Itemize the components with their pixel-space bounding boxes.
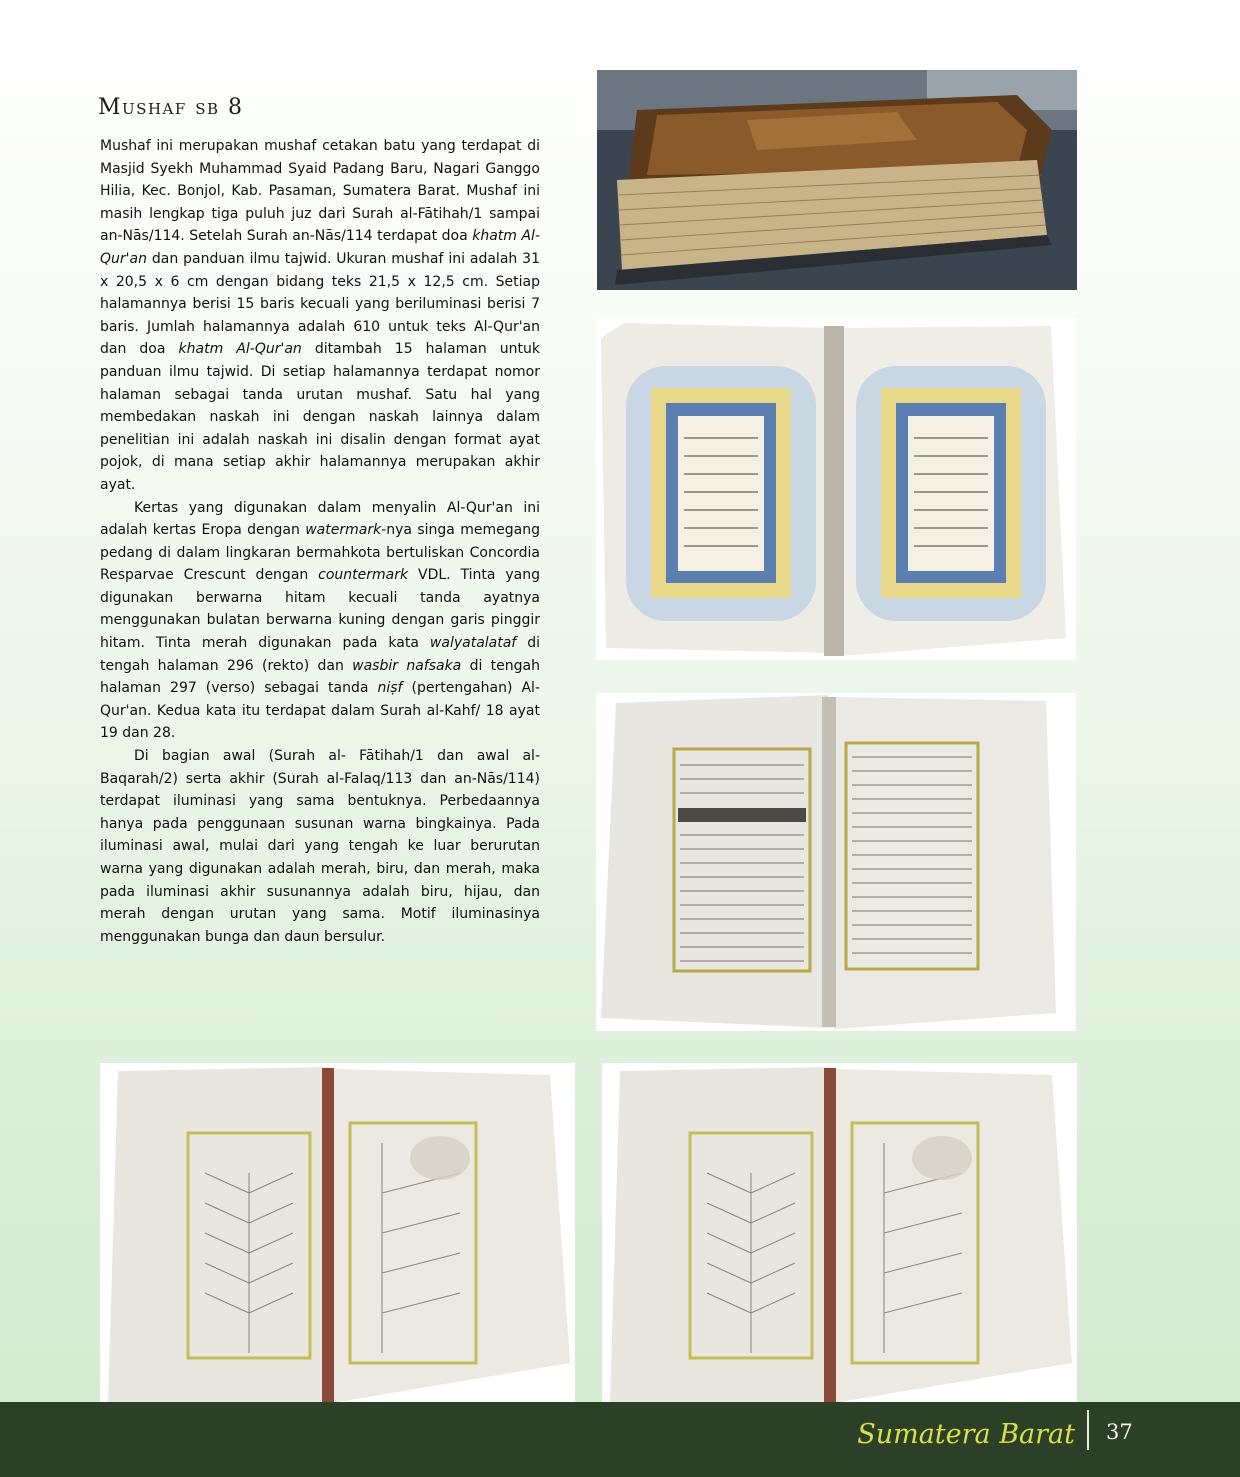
page-heading: Mushaf sb 8: [98, 95, 244, 120]
text-run: VDL. Tinta yang digunakan berwarna hitam kecuali tanda ayatnya menggunakan bulatan berwarna kuning dengan garis pinggir hitam. Tinta merah digunakan pada kata: [100, 567, 540, 652]
footer-divider: [1087, 1410, 1089, 1450]
footer-publication-title: Sumatera Barat: [857, 1419, 1075, 1450]
text-run: di tengah halaman 297 (verso) sebagai tanda: [100, 657, 540, 697]
text-run: -nya singa memegang pedang di dalam lingkaran bermahkota bertuliskan Concordia Resparvae Crescunt dengan: [100, 522, 540, 584]
text-run: Kertas yang digunakan dalam menyalin Al-Qur'an ini adalah kertas Eropa dengan: [100, 499, 540, 539]
text-run: dan panduan ilmu tajwid. Ukuran mushaf ini adalah 31 x 20,5 x 6 cm dengan bidang teks 21,5 x 12,5 cm. Setiap halamannya berisi 15 baris kecuali yang beriluminasi berisi 7 baris. Jumlah halamannya adalah 610 untuk teks Al-Qur'an dan doa: [100, 250, 540, 358]
page-footer: [0, 1402, 1240, 1477]
illuminated-pages-photo: [596, 318, 1076, 660]
italic-term: wasbir nafsaka: [352, 657, 462, 674]
text-pages-photo: [596, 693, 1076, 1031]
body-paragraph: [100, 497, 540, 746]
article-body: [100, 135, 540, 948]
italic-term: watermark: [305, 522, 382, 539]
text-run: (pertengahan) Al-Qur'an. Kedua kata itu terdapat dalam Surah al-Kahf/ 18 ayat 19 dan 28.: [100, 680, 540, 742]
tajwid-diagram-photo-left: [100, 1063, 575, 1403]
page-number: 37: [1106, 1420, 1133, 1444]
italic-term: countermark: [318, 567, 409, 584]
italic-term: khatm Al-Qur'an: [178, 341, 302, 358]
italic-term: walyatalataf: [429, 635, 517, 652]
closed-manuscript-photo: [597, 70, 1077, 290]
text-run: di tengah halaman 296 (rekto) dan: [100, 635, 540, 674]
text-run: Mushaf ini merupakan mushaf cetakan batu yang terdapat di Masjid Syekh Muhammad Syaid Padang Baru, Nagari Ganggo Hilia, Kec. Bonjol, Kab. Pasaman, Sumatera Barat. Mushaf ini masih lengkap tiga puluh juz dari Surah al-Fātihah/1 sampai an-Nās/114. Setelah Surah an-Nās/114 terdapat doa: [100, 138, 540, 245]
italic-term: niṣf: [377, 680, 403, 697]
tajwid-diagram-photo-right: [602, 1063, 1077, 1403]
body-paragraph: [100, 135, 540, 497]
italic-term: khatm Al-Qur'an: [100, 228, 540, 267]
body-paragraph: [100, 745, 540, 948]
text-run: Di bagian awal (Surah al- Fātihah/1 dan awal al-Baqarah/2) serta akhir (Surah al-Falaq/113 dan an-Nās/114) terdapat iluminasi yang sama bentuknya. Perbedaannya hanya pada penggunaan susunan warna bingkainya. Pada iluminasi awal, mulai dari yang tengah ke luar berurutan warna yang digunakan adalah merah, biru, dan merah, maka pada iluminasi akhir susunannya adalah biru, hijau, dan merah dengan urutan yang sama. Motif iluminasinya menggunakan bunga dan daun bersulur.: [100, 748, 540, 945]
text-run: ditambah 15 halaman untuk panduan ilmu tajwid. Di setiap halamannya terdapat nomor halaman sebagai tanda urutan mushaf. Satu hal yang membedakan naskah ini dengan naskah lainnya dalam penelitian ini adalah naskah ini disalin dengan format ayat pojok, di mana setiap akhir halamannya merupakan akhir ayat.: [100, 341, 540, 493]
